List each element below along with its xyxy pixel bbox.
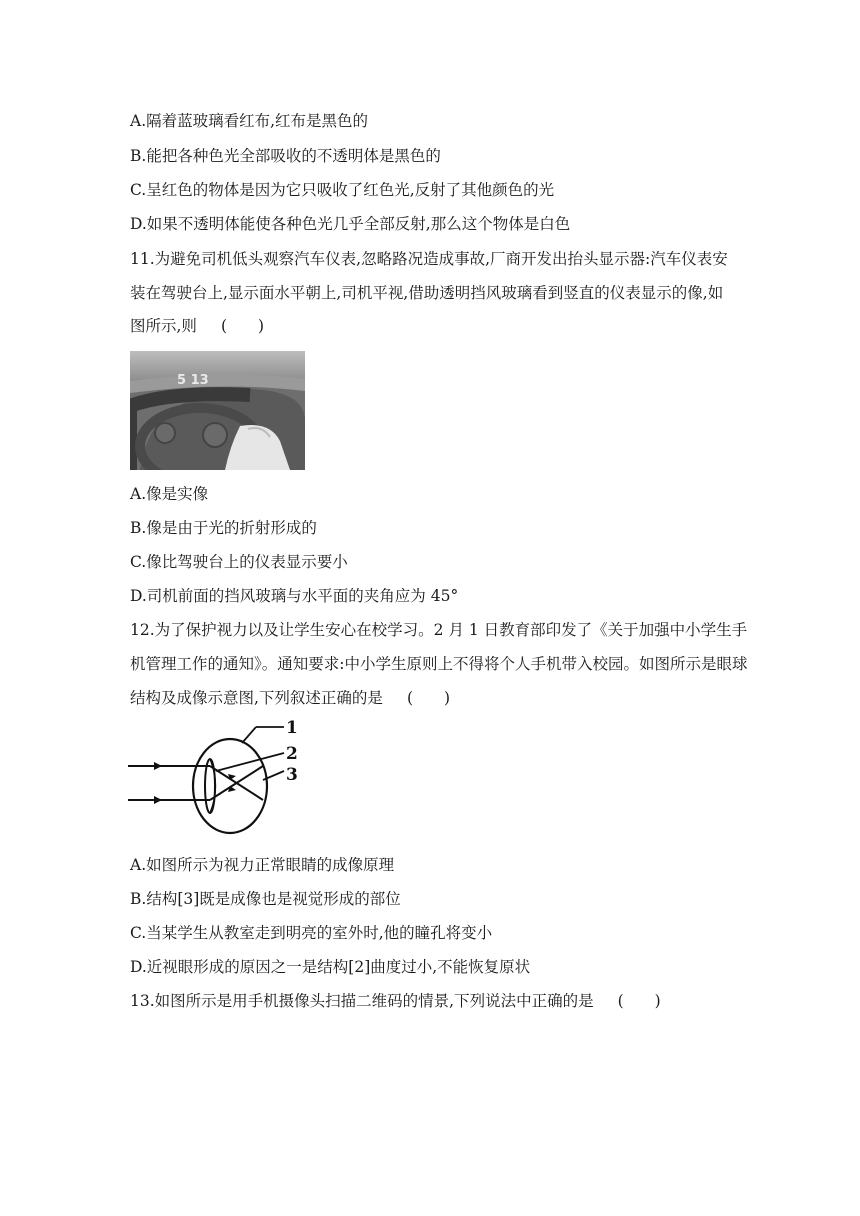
q12-option-c: C.当某学生从教室走到明亮的室外时,他的瞳孔将变小: [130, 924, 493, 942]
q10-option-a: A.隔着蓝玻璃看红布,红布是黑色的: [130, 112, 369, 130]
q11-stem-line3: 图所示,则 ( ): [130, 317, 265, 335]
q10-option-d: D.如果不透明体能使各种色光几乎全部反射,那么这个物体是白色: [130, 215, 571, 233]
q11-option-d: D.司机前面的挡风玻璃与水平面的夹角应为 45°: [130, 587, 459, 605]
q12-stem-line2: 机管理工作的通知》。通知要求:中小学生原则上不得将个人手机带入校园。如图所示是眼球: [130, 655, 748, 673]
eye-structure-diagram: [128, 716, 308, 844]
q11-option-b: B.像是由于光的折射形成的: [130, 519, 317, 537]
q12-option-b: B.结构[3]既是成像也是视觉形成的部位: [130, 890, 401, 908]
q12-stem-line1: 12.为了保护视力以及让学生安心在校学习。2 月 1 日教育部印发了《关于加强中小学生手: [130, 621, 748, 639]
q13-stem: 13.如图所示是用手机摄像头扫描二维码的情景,下列说法中正确的是 ( ): [130, 992, 661, 1010]
q11-stem-line2: 装在驾驶台上,显示面水平朝上,司机平视,借助透明挡风玻璃看到竖直的仪表显示的像,如: [130, 284, 724, 302]
q10-option-c: C.呈红色的物体是因为它只吸收了红色光,反射了其他颜色的光: [130, 181, 555, 199]
hud-dashboard-photo: [130, 351, 305, 470]
hud-readout: 5 13: [177, 373, 209, 388]
q11-option-c: C.像比驾驶台上的仪表显示要小: [130, 553, 348, 571]
q11-answer-paren: ( ): [220, 317, 265, 335]
q12-answer-paren: ( ): [406, 689, 451, 707]
q11-stem-line1: 11.为避免司机低头观察汽车仪表,忽略路况造成事故,厂商开发出抬头显示器:汽车仪表安: [130, 250, 728, 268]
q12-stem-line3: 结构及成像示意图,下列叙述正确的是 ( ): [130, 689, 451, 707]
diagram-label-1: 1: [286, 718, 298, 738]
q10-option-b: B.能把各种色光全部吸收的不透明体是黑色的: [130, 147, 441, 165]
q11-option-a: A.像是实像: [130, 485, 209, 503]
q12-option-a: A.如图所示为视力正常眼睛的成像原理: [130, 856, 395, 874]
q12-option-d: D.近视眼形成的原因之一是结构[2]曲度过小,不能恢复原状: [130, 958, 531, 976]
diagram-label-2: 2: [286, 744, 298, 764]
q13-answer-paren: ( ): [617, 992, 661, 1010]
diagram-label-3: 3: [286, 765, 298, 785]
